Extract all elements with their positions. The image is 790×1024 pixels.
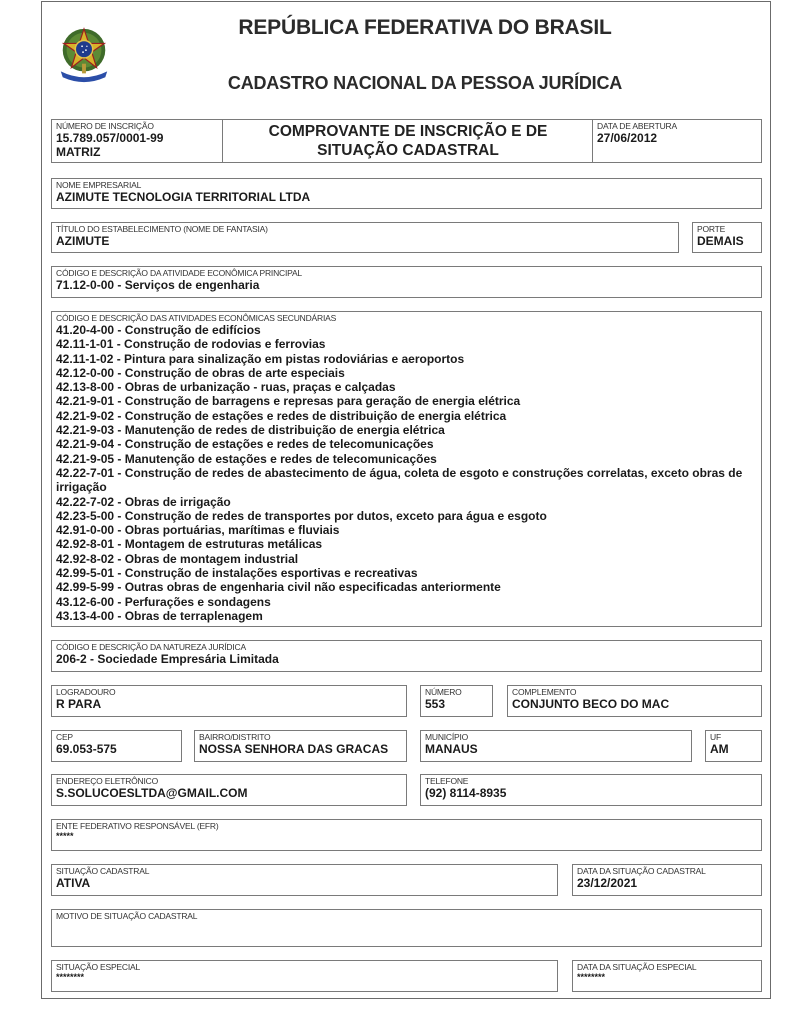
trade-name-value: AZIMUTE: [56, 234, 110, 248]
company-name-field: [51, 178, 762, 209]
status-date-value: 23/12/2021: [577, 876, 638, 890]
opening-date-value: 27/06/2012: [597, 131, 658, 145]
secondary-activities-field: [51, 311, 762, 627]
secondary-activity-item: 42.21-9-03 - Manutenção de redes de distribuição de energia elétrica: [56, 423, 445, 438]
registration-status-field: [51, 864, 558, 896]
city-field: [420, 730, 692, 762]
phone-field: [420, 774, 762, 806]
efr-field: [51, 819, 762, 851]
secondary-activities-label: CÓDIGO E DESCRIÇÃO DAS ATIVIDADES ECONÔMICAS SECUNDÁRIAS: [56, 313, 337, 323]
company-size-label: PORTE: [697, 224, 726, 234]
special-status-field: [51, 960, 558, 992]
status-reason-label: MOTIVO DE SITUAÇÃO CADASTRAL: [56, 911, 198, 921]
status-reason-field: [51, 909, 762, 947]
zip-code-value: 69.053-575: [56, 742, 117, 756]
secondary-activity-item: 42.91-0-00 - Obras portuárias, marítimas e fluviais: [56, 523, 340, 538]
secondary-activity-item: 42.21-9-01 - Construção de barragens e represas para geração de energia elétrica: [56, 394, 521, 409]
legal-nature-field: [51, 640, 762, 672]
efr-label: ENTE FEDERATIVO RESPONSÁVEL (EFR): [56, 821, 219, 831]
main-activity-label: CÓDIGO E DESCRIÇÃO DA ATIVIDADE ECONÔMICA PRINCIPAL: [56, 268, 302, 278]
secondary-activities-list: [56, 323, 757, 623]
legal-nature-label: CÓDIGO E DESCRIÇÃO DA NATUREZA JURÍDICA: [56, 642, 246, 652]
secondary-activity-item: 43.13-4-00 - Obras de terraplenagem: [56, 608, 263, 623]
city-value: MANAUS: [425, 742, 478, 756]
secondary-activity-item: 42.12-0-00 - Construção de obras de arte especiais: [56, 365, 345, 380]
secondary-activity-item: 42.22-7-02 - Obras de irrigação: [56, 494, 231, 509]
secondary-activity-item: 42.11-1-02 - Pintura para sinalização em pistas rodoviárias e aeroportos: [56, 351, 465, 366]
document-title-box: [222, 119, 593, 163]
secondary-activity-item: 42.23-5-00 - Construção de redes de transportes por dutos, exceto para água e esgoto: [56, 508, 547, 523]
special-status-date-value: ********: [577, 972, 606, 982]
complement-label: COMPLEMENTO: [512, 687, 577, 697]
company-name-label: NOME EMPRESARIAL: [56, 180, 142, 190]
registration-number-value: 15.789.057/0001-99: [56, 131, 164, 145]
complement-value: CONJUNTO BECO DO MAC: [512, 697, 670, 711]
street-value: R PARA: [56, 697, 102, 711]
legal-nature-value: 206-2 - Sociedade Empresária Limitada: [56, 652, 279, 666]
registration-number-field: [51, 119, 223, 163]
email-value: S.SOLUCOESLTDA@GMAIL.COM: [56, 786, 248, 800]
complement-field: [507, 685, 762, 717]
street-field: [51, 685, 407, 717]
secondary-activity-item: 42.13-8-00 - Obras de urbanização - ruas, praças e calçadas: [56, 380, 396, 395]
state-label: UF: [710, 732, 721, 742]
email-label: ENDEREÇO ELETRÔNICO: [56, 776, 158, 786]
special-status-date-label: DATA DA SITUAÇÃO ESPECIAL: [577, 962, 697, 972]
status-date-label: DATA DA SITUAÇÃO CADASTRAL: [577, 866, 706, 876]
district-value: NOSSA SENHORA DAS GRACAS: [199, 742, 389, 756]
brazil-coat-of-arms-icon: [55, 25, 113, 85]
registration-status-label: SITUAÇÃO CADASTRAL: [56, 866, 150, 876]
establishment-type-value: MATRIZ: [56, 145, 101, 159]
secondary-activity-item: 42.11-1-01 - Construção de rodovias e ferrovias: [56, 337, 326, 352]
state-field: [705, 730, 762, 762]
main-activity-value: 71.12-0-00 - Serviços de engenharia: [56, 278, 260, 292]
secondary-activity-item: 42.21-9-02 - Construção de estações e redes de distribuição de energia elétrica: [56, 408, 507, 423]
registry-title: CADASTRO NACIONAL DA PESSOA JURÍDICA: [227, 73, 623, 93]
phone-label: TELEFONE: [425, 776, 469, 786]
main-activity-field: [51, 266, 762, 298]
street-number-value: 553: [425, 697, 446, 711]
district-field: [194, 730, 407, 762]
state-value: AM: [710, 742, 729, 756]
street-number-label: NÚMERO: [425, 687, 462, 697]
street-label: LOGRADOURO: [56, 687, 116, 697]
company-name-value: AZIMUTE TECNOLOGIA TERRITORIAL LTDA: [56, 190, 311, 204]
zip-code-field: [51, 730, 182, 762]
company-size-field: [692, 222, 762, 253]
secondary-activity-item: 42.21-9-05 - Manutenção de estações e redes de telecomunicações: [56, 451, 437, 466]
opening-date-field: [592, 119, 762, 163]
secondary-activity-item: 42.92-8-01 - Montagem de estruturas metálicas: [56, 537, 323, 552]
document-title: COMPROVANTE DE INSCRIÇÃO E DE SITUAÇÃO CADASTRAL: [268, 123, 548, 159]
district-label: BAIRRO/DISTRITO: [199, 732, 271, 742]
registration-status-value: ATIVA: [56, 876, 91, 890]
phone-value: (92) 8114-8935: [425, 786, 507, 800]
secondary-activity-item: 42.99-5-99 - Outras obras de engenharia civil não especificadas anteriormente: [56, 580, 501, 595]
efr-value: *****: [56, 831, 74, 841]
registration-number-label: NÚMERO DE INSCRIÇÃO: [56, 121, 154, 131]
special-status-date-field: [572, 960, 762, 992]
status-date-field: [572, 864, 762, 896]
city-label: MUNICÍPIO: [425, 732, 469, 742]
secondary-activity-item: 42.99-5-01 - Construção de instalações esportivas e recreativas: [56, 566, 418, 581]
secondary-activity-item: 42.21-9-04 - Construção de estações e redes de telecomunicações: [56, 437, 434, 452]
company-size-value: DEMAIS: [697, 234, 744, 248]
zip-code-label: CEP: [56, 732, 73, 742]
special-status-value: ********: [56, 972, 85, 982]
trade-name-label: TÍTULO DO ESTABELECIMENTO (NOME DE FANTASIA): [56, 224, 268, 234]
secondary-activity-item: 42.22-7-01 - Construção de redes de abastecimento de água, coleta de esgoto e construções correlatas, exceto obras de irrigação: [56, 465, 743, 495]
special-status-label: SITUAÇÃO ESPECIAL: [56, 962, 140, 972]
secondary-activity-item: 41.20-4-00 - Construção de edifícios: [56, 323, 261, 337]
secondary-activity-item: 43.12-6-00 - Perfurações e sondagens: [56, 594, 271, 609]
street-number-field: [420, 685, 493, 717]
trade-name-field: [51, 222, 679, 253]
country-title: REPÚBLICA FEDERATIVA DO BRASIL: [238, 16, 612, 39]
secondary-activity-item: 42.92-8-02 - Obras de montagem industrial: [56, 551, 299, 566]
email-field: [51, 774, 407, 806]
opening-date-label: DATA DE ABERTURA: [597, 121, 677, 131]
